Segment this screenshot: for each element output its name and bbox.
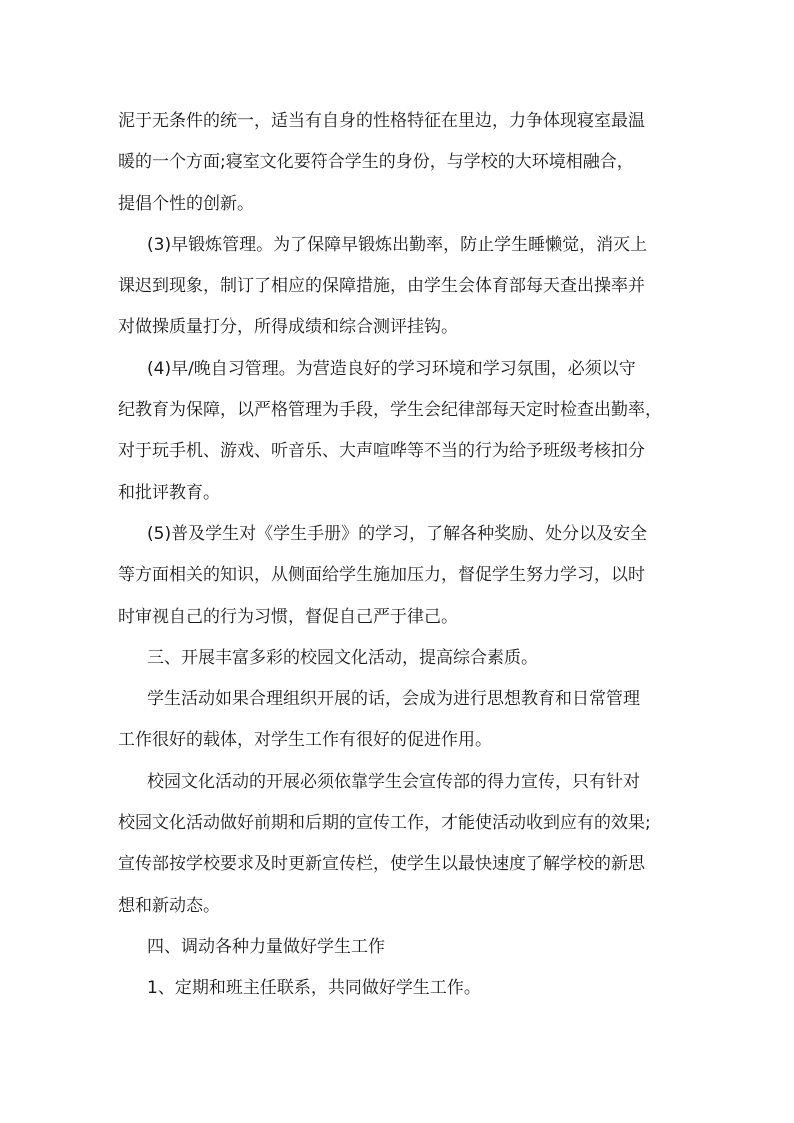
text-line: 校园文化活动做好前期和后期的宣传工作，才能使活动收到应有的效果; (118, 813, 651, 834)
text-line: 泥于无条件的统一，适当有自身的性格特征在里边，力争体现寝室最温 (118, 111, 645, 131)
text-line: 课迟到现象，制订了相应的保障措施，由学生会体育部每天查出操率并 (118, 276, 645, 297)
paragraph-start-line: 1、定期和班主任联系，共同做好学生工作。 (147, 978, 481, 999)
paragraph-start-line: 校园文化活动的开展必须依靠学生会宣传部的得力宣传，只有针对 (147, 771, 640, 792)
paragraph-start-line: 学生活动如果合理组织开展的话，会成为进行思想教育和日常管理 (147, 689, 640, 710)
document-body (118, 101, 678, 1010)
text-line: 和批评教育。 (118, 482, 220, 503)
text-line: 对做操质量打分，所得成绩和综合测评挂钩。 (118, 317, 458, 338)
text-line: 对于玩手机、游戏、听音乐、大声喧哗等不当的行为给予班级考核扣分 (118, 441, 645, 462)
text-line: 想和新动态。 (118, 895, 220, 916)
text-line: 工作很好的载体，对学生工作有很好的促进作用。 (118, 730, 492, 751)
paragraph-start-line: (3)早锻炼管理。为了保障早锻炼出勤率，防止学生睡懒觉，消灭上 (147, 234, 648, 255)
section-heading: 三、开展丰富多彩的校园文化活动，提高综合素质。 (147, 647, 538, 668)
paragraph-start-line: (5)普及学生对《学生手册》的学习，了解各种奖励、处分以及安全 (147, 523, 648, 544)
paragraph-start-line: (4)早/晚自习管理。为营造良好的学习环境和学习氛围，必须以守 (147, 358, 636, 379)
text-line: 纪教育为保障，以严格管理为手段，学生会纪律部每天定时检查出勤率， (118, 400, 662, 421)
text-line: 宣传部按学校要求及时更新宣传栏，使学生以最快速度了解学校的新思 (118, 854, 645, 875)
section-heading: 四、调动各种力量做好学生工作 (147, 936, 385, 957)
text-line: 等方面相关的知识，从侧面给学生施加压力，督促学生努力学习，以时 (118, 565, 645, 586)
text-line: 时审视自己的行为习惯，督促自己严于律己。 (118, 606, 458, 627)
text-line: 暖的一个方面;寝室文化要符合学生的身份，与学校的大环境相融合， (118, 152, 634, 173)
text-line: 提倡个性的创新。 (118, 193, 254, 214)
